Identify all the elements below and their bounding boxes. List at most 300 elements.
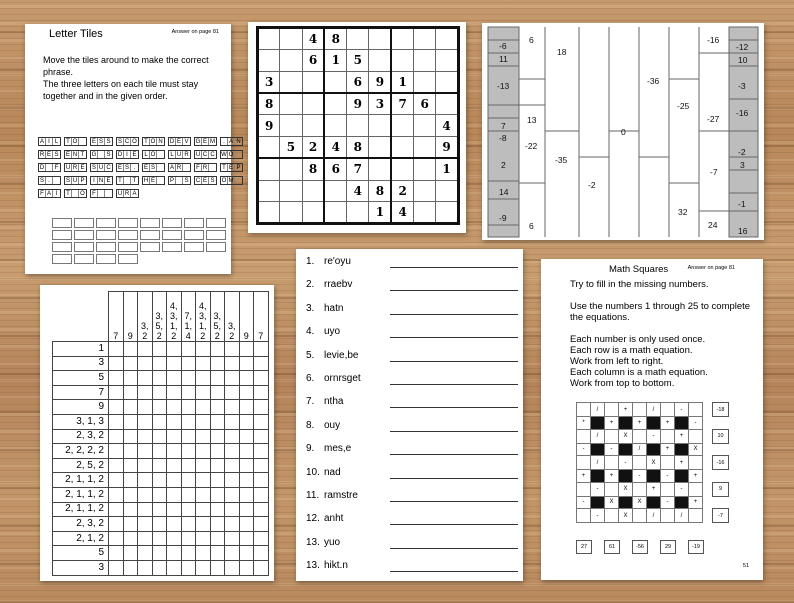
nonogram-cell[interactable] xyxy=(254,429,269,444)
letter-tile[interactable]: F xyxy=(90,189,113,198)
nonogram-cell[interactable] xyxy=(225,356,240,371)
answer-line[interactable] xyxy=(390,501,518,502)
sudoku-cell[interactable] xyxy=(280,71,302,93)
sudoku-cell[interactable] xyxy=(369,28,391,50)
nonogram-cell[interactable] xyxy=(167,385,182,400)
nonogram-cell[interactable] xyxy=(225,517,240,532)
sudoku-cell[interactable] xyxy=(302,180,324,202)
answer-line[interactable] xyxy=(390,524,518,525)
sudoku-cell[interactable]: 2 xyxy=(391,180,413,202)
nonogram-cell[interactable] xyxy=(181,371,196,386)
nonogram-cell[interactable] xyxy=(225,487,240,502)
sudoku-cell[interactable] xyxy=(391,49,413,71)
number-cell[interactable] xyxy=(661,456,675,470)
sudoku-cell[interactable] xyxy=(414,115,436,137)
nonogram-cell[interactable] xyxy=(138,342,153,357)
answer-line[interactable] xyxy=(390,454,518,455)
nonogram-cell[interactable] xyxy=(181,414,196,429)
answer-line[interactable] xyxy=(390,267,518,268)
nonogram-cell[interactable] xyxy=(196,429,211,444)
number-cell[interactable] xyxy=(605,509,619,523)
nonogram-cell[interactable] xyxy=(254,458,269,473)
sudoku-cell[interactable] xyxy=(302,202,324,224)
nonogram-cell[interactable] xyxy=(109,531,124,546)
nonogram-cell[interactable] xyxy=(225,473,240,488)
nonogram-cell[interactable] xyxy=(123,429,138,444)
letter-tile[interactable]: C E S xyxy=(194,176,217,185)
nonogram-cell[interactable] xyxy=(123,560,138,575)
nonogram-cell[interactable] xyxy=(138,371,153,386)
nonogram-cell[interactable] xyxy=(123,400,138,415)
sudoku-cell[interactable] xyxy=(280,158,302,180)
nonogram-cell[interactable] xyxy=(167,473,182,488)
sudoku-cell[interactable] xyxy=(414,180,436,202)
letter-tile[interactable]: S . xyxy=(38,176,61,185)
nonogram-cell[interactable] xyxy=(138,400,153,415)
sudoku-cell[interactable]: 8 xyxy=(347,136,369,158)
nonogram-cell[interactable] xyxy=(123,517,138,532)
nonogram-cell[interactable] xyxy=(254,487,269,502)
letter-tile[interactable]: U R E xyxy=(64,163,87,172)
sudoku-cell[interactable]: 6 xyxy=(302,49,324,71)
number-cell[interactable] xyxy=(661,509,675,523)
sudoku-cell[interactable] xyxy=(369,136,391,158)
answer-line[interactable] xyxy=(390,290,518,291)
nonogram-cell[interactable] xyxy=(254,400,269,415)
answer-line[interactable] xyxy=(390,571,518,572)
nonogram-cell[interactable] xyxy=(123,546,138,561)
letter-tile[interactable]: I N E xyxy=(90,176,113,185)
letter-tile[interactable]: G S xyxy=(90,150,113,159)
sudoku-cell[interactable] xyxy=(258,136,280,158)
sudoku-cell[interactable]: 1 xyxy=(436,158,458,180)
nonogram-cell[interactable] xyxy=(123,531,138,546)
sudoku-cell[interactable] xyxy=(347,28,369,50)
nonogram-cell[interactable] xyxy=(239,546,254,561)
nonogram-cell[interactable] xyxy=(254,473,269,488)
nonogram-cell[interactable] xyxy=(196,371,211,386)
sudoku-cell[interactable] xyxy=(258,202,280,224)
nonogram-cell[interactable] xyxy=(109,473,124,488)
nonogram-cell[interactable] xyxy=(181,458,196,473)
nonogram-cell[interactable] xyxy=(196,560,211,575)
sudoku-cell[interactable] xyxy=(324,93,346,115)
sudoku-cell[interactable] xyxy=(280,180,302,202)
nonogram-cell[interactable] xyxy=(210,342,225,357)
nonogram-cell[interactable] xyxy=(167,546,182,561)
nonogram-cell[interactable] xyxy=(138,517,153,532)
letter-tile[interactable]: T O xyxy=(64,137,87,146)
nonogram-cell[interactable] xyxy=(123,502,138,517)
number-cell[interactable] xyxy=(689,482,703,496)
letter-tile[interactable]: S U P xyxy=(64,176,87,185)
nonogram-cell[interactable] xyxy=(152,502,167,517)
nonogram-cell[interactable] xyxy=(152,385,167,400)
answer-line[interactable] xyxy=(390,431,518,432)
nonogram-cell[interactable] xyxy=(138,473,153,488)
nonogram-cell[interactable] xyxy=(167,429,182,444)
nonogram-cell[interactable] xyxy=(239,429,254,444)
sudoku-cell[interactable]: 9 xyxy=(436,136,458,158)
sudoku-cell[interactable]: 6 xyxy=(347,71,369,93)
sudoku-cell[interactable] xyxy=(369,158,391,180)
nonogram-cell[interactable] xyxy=(239,458,254,473)
nonogram-cell[interactable] xyxy=(109,546,124,561)
sudoku-cell[interactable]: 5 xyxy=(347,49,369,71)
letter-tile[interactable]: D F xyxy=(38,163,61,172)
number-cell[interactable] xyxy=(689,509,703,523)
sudoku-cell[interactable]: 8 xyxy=(302,158,324,180)
sudoku-cell[interactable]: 2 xyxy=(302,136,324,158)
answer-line[interactable] xyxy=(390,314,518,315)
number-cell[interactable] xyxy=(689,403,703,417)
nonogram-cell[interactable] xyxy=(138,429,153,444)
nonogram-cell[interactable] xyxy=(109,517,124,532)
sudoku-cell[interactable] xyxy=(280,115,302,137)
nonogram-cell[interactable] xyxy=(225,458,240,473)
nonogram-cell[interactable] xyxy=(138,458,153,473)
sudoku-cell[interactable]: 1 xyxy=(369,202,391,224)
nonogram-cell[interactable] xyxy=(239,356,254,371)
sudoku-cell[interactable]: 1 xyxy=(324,49,346,71)
nonogram-cell[interactable] xyxy=(181,531,196,546)
sudoku-cell[interactable] xyxy=(258,28,280,50)
sudoku-cell[interactable] xyxy=(302,115,324,137)
nonogram-cell[interactable] xyxy=(138,487,153,502)
nonogram-cell[interactable] xyxy=(225,444,240,459)
nonogram-cell[interactable] xyxy=(239,473,254,488)
nonogram-cell[interactable] xyxy=(123,414,138,429)
sudoku-cell[interactable] xyxy=(391,115,413,137)
sudoku-cell[interactable]: 6 xyxy=(414,93,436,115)
nonogram-cell[interactable] xyxy=(239,517,254,532)
sudoku-cell[interactable] xyxy=(258,180,280,202)
nonogram-cell[interactable] xyxy=(196,517,211,532)
sudoku-cell[interactable] xyxy=(436,93,458,115)
nonogram-cell[interactable] xyxy=(210,444,225,459)
sudoku-cell[interactable] xyxy=(436,49,458,71)
sudoku-cell[interactable] xyxy=(436,180,458,202)
number-cell[interactable] xyxy=(605,456,619,470)
sudoku-cell[interactable] xyxy=(280,49,302,71)
nonogram-cell[interactable] xyxy=(181,473,196,488)
letter-tile[interactable]: T O N xyxy=(142,137,165,146)
nonogram-cell[interactable] xyxy=(152,531,167,546)
nonogram-cell[interactable] xyxy=(225,414,240,429)
nonogram-cell[interactable] xyxy=(152,356,167,371)
nonogram-cell[interactable] xyxy=(210,458,225,473)
sudoku-cell[interactable]: 9 xyxy=(347,93,369,115)
nonogram-cell[interactable] xyxy=(152,546,167,561)
nonogram-cell[interactable] xyxy=(254,444,269,459)
nonogram-cell[interactable] xyxy=(167,414,182,429)
sudoku-cell[interactable] xyxy=(414,28,436,50)
nonogram-cell[interactable] xyxy=(196,444,211,459)
nonogram-cell[interactable] xyxy=(152,458,167,473)
nonogram-cell[interactable] xyxy=(167,502,182,517)
number-cell[interactable] xyxy=(633,482,647,496)
nonogram-cell[interactable] xyxy=(152,473,167,488)
nonogram-cell[interactable] xyxy=(254,546,269,561)
number-cell[interactable] xyxy=(605,403,619,417)
nonogram-cell[interactable] xyxy=(109,560,124,575)
nonogram-cell[interactable] xyxy=(181,546,196,561)
letter-tile[interactable]: W O xyxy=(220,150,243,159)
nonogram-cell[interactable] xyxy=(152,371,167,386)
nonogram-cell[interactable] xyxy=(181,487,196,502)
nonogram-cell[interactable] xyxy=(196,356,211,371)
nonogram-cell[interactable] xyxy=(181,560,196,575)
letter-tile[interactable]: D I E xyxy=(116,150,139,159)
nonogram-cell[interactable] xyxy=(181,400,196,415)
sudoku-cell[interactable]: 4 xyxy=(436,115,458,137)
letter-tile[interactable]: S C O xyxy=(116,137,139,146)
nonogram-cell[interactable] xyxy=(138,414,153,429)
nonogram-cell[interactable] xyxy=(239,414,254,429)
nonogram-cell[interactable] xyxy=(239,487,254,502)
sudoku-cell[interactable] xyxy=(302,93,324,115)
sudoku-cell[interactable] xyxy=(369,115,391,137)
nonogram-cell[interactable] xyxy=(181,517,196,532)
nonogram-cell[interactable] xyxy=(210,400,225,415)
nonogram-cell[interactable] xyxy=(210,429,225,444)
sudoku-cell[interactable]: 8 xyxy=(258,93,280,115)
nonogram-cell[interactable] xyxy=(254,371,269,386)
sudoku-cell[interactable] xyxy=(414,158,436,180)
number-cell[interactable] xyxy=(633,403,647,417)
nonogram-cell[interactable] xyxy=(254,517,269,532)
sudoku-cell[interactable]: 3 xyxy=(369,93,391,115)
sudoku-cell[interactable] xyxy=(324,180,346,202)
nonogram-cell[interactable] xyxy=(167,371,182,386)
sudoku-cell[interactable] xyxy=(391,136,413,158)
letter-tile[interactable]: E N T xyxy=(64,150,87,159)
nonogram-cell[interactable] xyxy=(152,560,167,575)
sudoku-cell[interactable]: 4 xyxy=(302,28,324,50)
letter-tile[interactable]: U R A xyxy=(116,189,139,198)
nonogram-cell[interactable] xyxy=(109,356,124,371)
nonogram-cell[interactable] xyxy=(109,429,124,444)
letter-tile[interactable]: T E P xyxy=(220,163,243,172)
nonogram-cell[interactable] xyxy=(123,371,138,386)
nonogram-cell[interactable] xyxy=(123,342,138,357)
nonogram-cell[interactable] xyxy=(109,444,124,459)
sudoku-cell[interactable]: 6 xyxy=(324,158,346,180)
nonogram-cell[interactable] xyxy=(239,502,254,517)
answer-line[interactable] xyxy=(390,337,518,338)
nonogram-cell[interactable] xyxy=(225,560,240,575)
nonogram-cell[interactable] xyxy=(109,414,124,429)
letter-tile[interactable]: T T xyxy=(116,176,139,185)
nonogram-cell[interactable] xyxy=(254,502,269,517)
letter-tile[interactable]: F A I xyxy=(38,189,61,198)
nonogram-cell[interactable] xyxy=(167,342,182,357)
nonogram-cell[interactable] xyxy=(239,371,254,386)
nonogram-cell[interactable] xyxy=(138,502,153,517)
letter-tile[interactable]: F R xyxy=(194,163,217,172)
letter-tile[interactable]: S U C xyxy=(90,163,113,172)
sudoku-cell[interactable] xyxy=(414,202,436,224)
number-cell[interactable] xyxy=(661,429,675,443)
sudoku-cell[interactable]: 7 xyxy=(391,93,413,115)
sudoku-cell[interactable] xyxy=(414,71,436,93)
nonogram-cell[interactable] xyxy=(181,385,196,400)
number-cell[interactable] xyxy=(577,482,591,496)
sudoku-cell[interactable] xyxy=(280,28,302,50)
letter-tile[interactable]: P S xyxy=(168,176,191,185)
nonogram-cell[interactable] xyxy=(254,531,269,546)
letter-tile[interactable]: T O xyxy=(64,189,87,198)
nonogram-cell[interactable] xyxy=(152,517,167,532)
nonogram-cell[interactable] xyxy=(254,385,269,400)
sudoku-cell[interactable]: 4 xyxy=(324,136,346,158)
nonogram-cell[interactable] xyxy=(138,444,153,459)
number-cell[interactable] xyxy=(661,482,675,496)
sudoku-cell[interactable] xyxy=(280,93,302,115)
letter-tile[interactable]: R E S xyxy=(38,150,61,159)
nonogram-cell[interactable] xyxy=(109,458,124,473)
sudoku-cell[interactable] xyxy=(414,49,436,71)
answer-line[interactable] xyxy=(390,478,518,479)
number-cell[interactable] xyxy=(633,509,647,523)
letter-tile[interactable]: H E xyxy=(142,176,165,185)
nonogram-cell[interactable] xyxy=(225,429,240,444)
nonogram-cell[interactable] xyxy=(109,385,124,400)
nonogram-cell[interactable] xyxy=(167,400,182,415)
sudoku-cell[interactable]: 7 xyxy=(347,158,369,180)
nonogram-cell[interactable] xyxy=(138,356,153,371)
nonogram-cell[interactable] xyxy=(123,487,138,502)
number-cell[interactable] xyxy=(577,403,591,417)
nonogram-cell[interactable] xyxy=(210,356,225,371)
nonogram-cell[interactable] xyxy=(254,414,269,429)
nonogram-cell[interactable] xyxy=(196,342,211,357)
letter-tile[interactable]: . A N xyxy=(220,137,243,146)
letter-tile[interactable]: A I L xyxy=(38,137,61,146)
nonogram-cell[interactable] xyxy=(152,400,167,415)
nonogram-cell[interactable] xyxy=(239,560,254,575)
nonogram-cell[interactable] xyxy=(210,531,225,546)
nonogram-cell[interactable] xyxy=(196,385,211,400)
nonogram-cell[interactable] xyxy=(181,356,196,371)
letter-tile[interactable]: D E V xyxy=(168,137,191,146)
nonogram-cell[interactable] xyxy=(225,546,240,561)
nonogram-cell[interactable] xyxy=(239,385,254,400)
nonogram-cell[interactable] xyxy=(167,458,182,473)
sudoku-cell[interactable]: 3 xyxy=(258,71,280,93)
letter-tile[interactable]: U C C xyxy=(194,150,217,159)
sudoku-cell[interactable] xyxy=(324,115,346,137)
sudoku-cell[interactable] xyxy=(324,202,346,224)
nonogram-cell[interactable] xyxy=(123,385,138,400)
sudoku-cell[interactable] xyxy=(391,158,413,180)
answer-line[interactable] xyxy=(390,548,518,549)
nonogram-cell[interactable] xyxy=(152,414,167,429)
nonogram-cell[interactable] xyxy=(152,342,167,357)
nonogram-cell[interactable] xyxy=(123,458,138,473)
sudoku-cell[interactable]: 9 xyxy=(369,71,391,93)
sudoku-cell[interactable]: 9 xyxy=(258,115,280,137)
letter-tile[interactable]: O M xyxy=(220,176,243,185)
sudoku-cell[interactable] xyxy=(280,202,302,224)
nonogram-cell[interactable] xyxy=(210,517,225,532)
letter-tile[interactable]: A R xyxy=(168,163,191,172)
nonogram-cell[interactable] xyxy=(181,342,196,357)
nonogram-cell[interactable] xyxy=(152,429,167,444)
letter-tile[interactable]: L O xyxy=(142,150,165,159)
sudoku-cell[interactable] xyxy=(369,49,391,71)
nonogram-cell[interactable] xyxy=(210,560,225,575)
nonogram-cell[interactable] xyxy=(225,371,240,386)
nonogram-cell[interactable] xyxy=(181,444,196,459)
answer-line[interactable] xyxy=(390,384,518,385)
number-cell[interactable] xyxy=(605,429,619,443)
nonogram-cell[interactable] xyxy=(225,502,240,517)
sudoku-cell[interactable]: 8 xyxy=(324,28,346,50)
nonogram-cell[interactable] xyxy=(196,502,211,517)
nonogram-cell[interactable] xyxy=(210,502,225,517)
nonogram-cell[interactable] xyxy=(167,487,182,502)
nonogram-cell[interactable] xyxy=(109,371,124,386)
nonogram-cell[interactable] xyxy=(254,342,269,357)
number-cell[interactable] xyxy=(577,429,591,443)
nonogram-cell[interactable] xyxy=(225,342,240,357)
sudoku-cell[interactable] xyxy=(391,28,413,50)
nonogram-cell[interactable] xyxy=(254,356,269,371)
sudoku-cell[interactable] xyxy=(436,28,458,50)
nonogram-cell[interactable] xyxy=(225,400,240,415)
number-cell[interactable] xyxy=(661,403,675,417)
nonogram-cell[interactable] xyxy=(196,531,211,546)
sudoku-cell[interactable] xyxy=(436,202,458,224)
nonogram-cell[interactable] xyxy=(210,385,225,400)
nonogram-cell[interactable] xyxy=(109,502,124,517)
nonogram-cell[interactable] xyxy=(123,444,138,459)
sudoku-cell[interactable]: 8 xyxy=(369,180,391,202)
nonogram-cell[interactable] xyxy=(152,487,167,502)
nonogram-cell[interactable] xyxy=(254,560,269,575)
nonogram-cell[interactable] xyxy=(210,414,225,429)
nonogram-cell[interactable] xyxy=(152,444,167,459)
sudoku-cell[interactable] xyxy=(324,71,346,93)
nonogram-cell[interactable] xyxy=(196,414,211,429)
sudoku-cell[interactable] xyxy=(258,158,280,180)
sudoku-cell[interactable]: 4 xyxy=(391,202,413,224)
nonogram-cell[interactable] xyxy=(196,487,211,502)
sudoku-cell[interactable]: 4 xyxy=(347,180,369,202)
nonogram-cell[interactable] xyxy=(167,356,182,371)
number-cell[interactable] xyxy=(689,456,703,470)
nonogram-cell[interactable] xyxy=(239,342,254,357)
answer-line[interactable] xyxy=(390,407,518,408)
nonogram-cell[interactable] xyxy=(167,517,182,532)
nonogram-cell[interactable] xyxy=(181,429,196,444)
nonogram-cell[interactable] xyxy=(138,385,153,400)
nonogram-cell[interactable] xyxy=(239,400,254,415)
number-cell[interactable] xyxy=(577,456,591,470)
nonogram-cell[interactable] xyxy=(109,400,124,415)
nonogram-cell[interactable] xyxy=(225,385,240,400)
nonogram-cell[interactable] xyxy=(239,531,254,546)
nonogram-cell[interactable] xyxy=(210,473,225,488)
sudoku-cell[interactable] xyxy=(347,115,369,137)
sudoku-cell[interactable] xyxy=(258,49,280,71)
letter-tile[interactable]: E S S xyxy=(90,137,113,146)
number-cell[interactable] xyxy=(689,429,703,443)
answer-line[interactable] xyxy=(390,361,518,362)
nonogram-cell[interactable] xyxy=(138,531,153,546)
nonogram-cell[interactable] xyxy=(196,400,211,415)
